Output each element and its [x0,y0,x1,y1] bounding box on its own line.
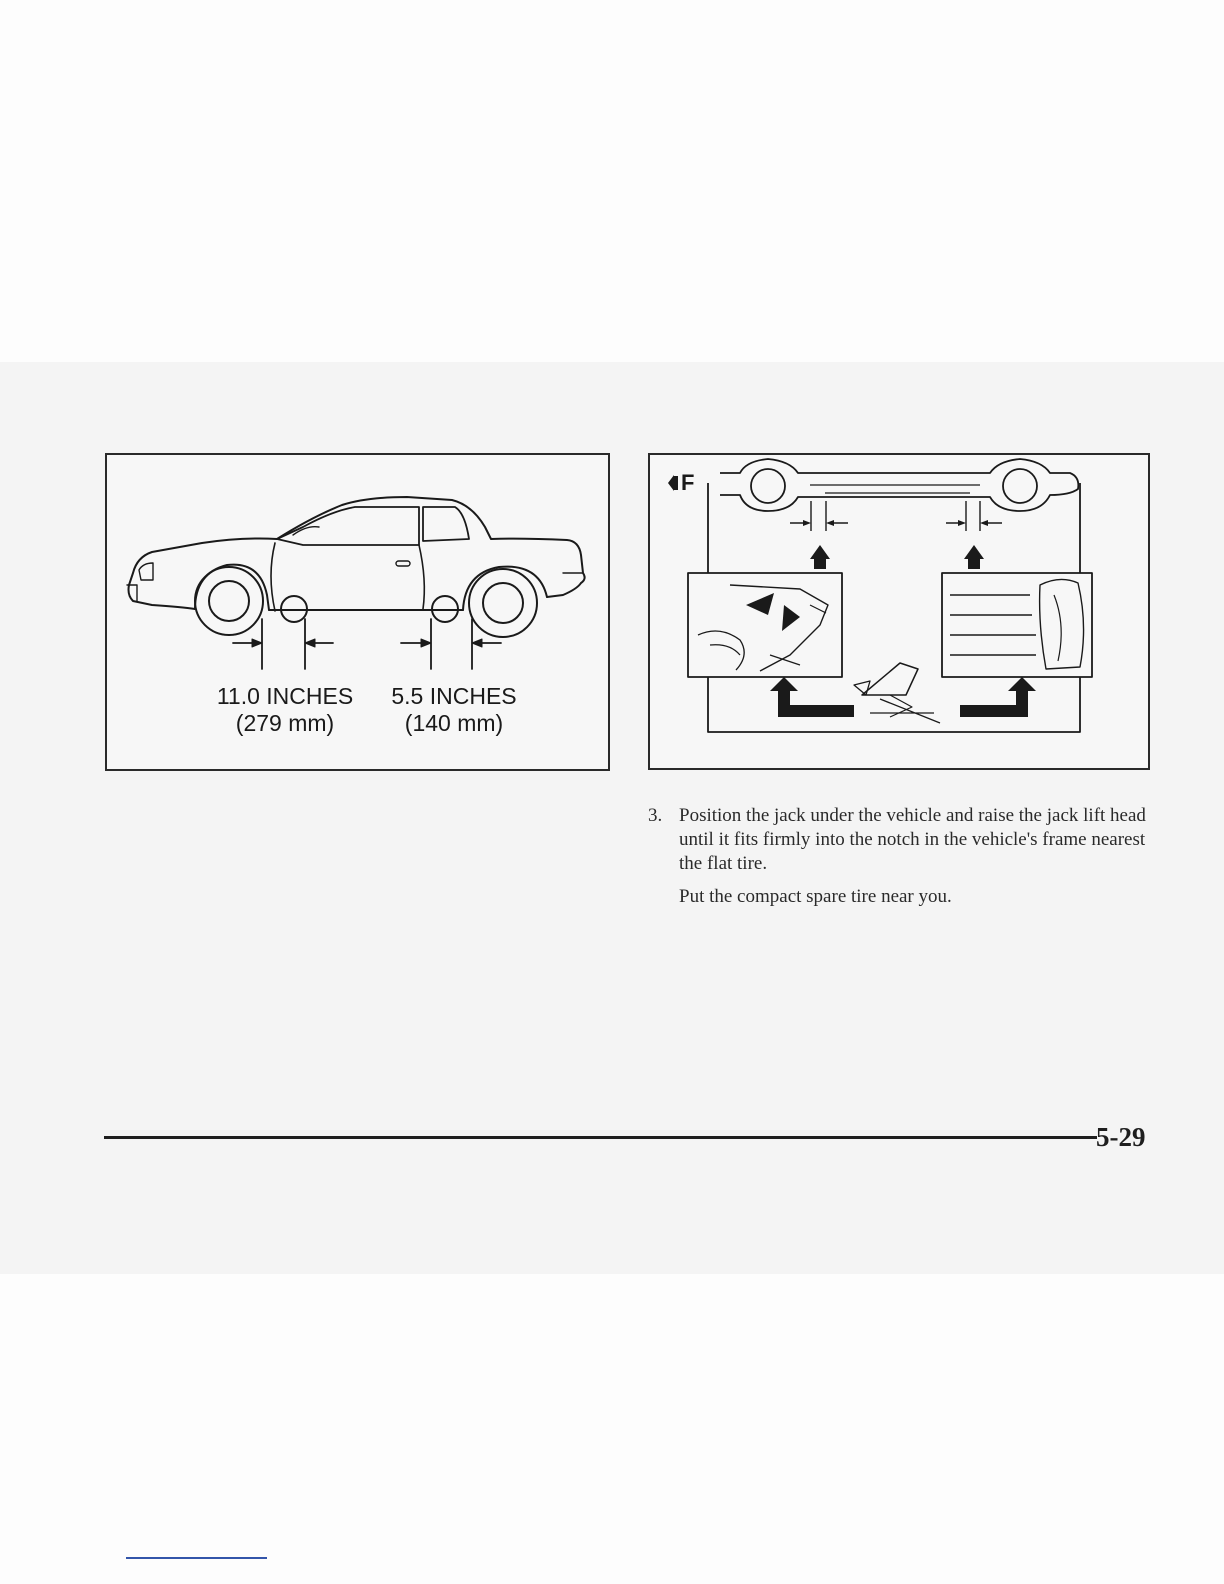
car-side-illustration [107,455,608,769]
footer-rule [104,1136,1097,1139]
jack-position-figure [648,453,1150,770]
car-side-view-figure [105,453,610,771]
page-number: 5-29 [1096,1122,1146,1152]
bottom-link-underline [126,1557,267,1559]
rear-distance-inches: 5.5 INCHES [391,683,517,709]
follow-text: Put the compact spare tire near you. [679,886,952,907]
step-text: Position the jack under the vehicle and raise the jack lift head until it fits firmly into the notch in the vehicle's frame nearest the flat tire. [679,805,1146,874]
front-distance-inches: 11.0 INCHES [216,683,354,709]
jack-position-illustration [650,455,1148,768]
rear-distance-mm: (140 mm) [404,710,504,736]
step-number: 3. [648,805,663,826]
front-marker-label: F [681,470,695,495]
instruction-step [648,804,1148,909]
front-arrow-icon [668,475,674,491]
front-distance-mm: (279 mm) [235,710,335,736]
